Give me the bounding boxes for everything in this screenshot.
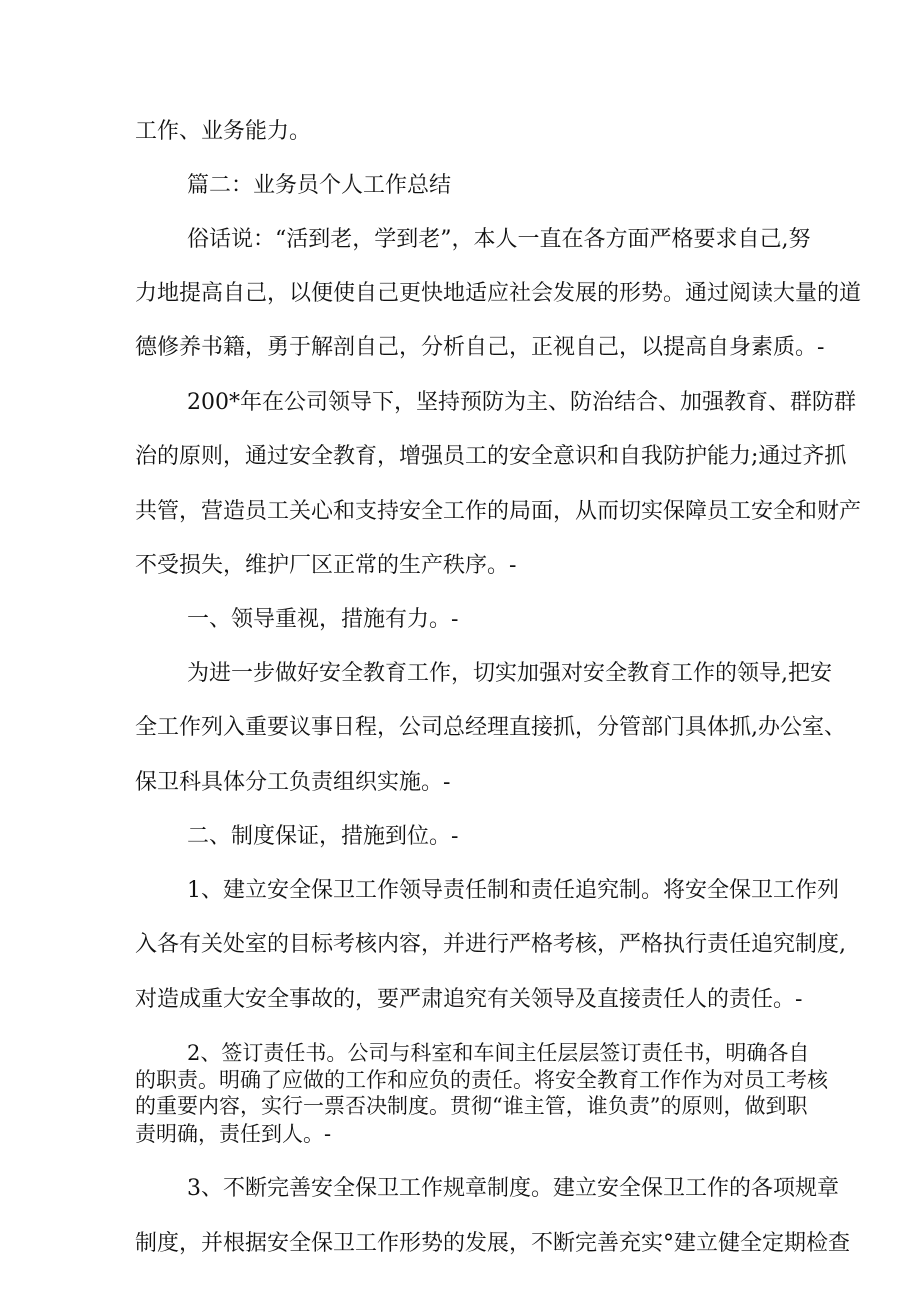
text-line: 的重要内容，实行一票否决制度。贯彻“谁主管，谁负责”的原则，做到职 [135, 1094, 808, 1118]
text-line: 责明确，责任到人。- [135, 1122, 332, 1146]
text-line: 200*年在公司领导下，坚持预防为主、防治结合、加强教育、群防群 [187, 390, 856, 415]
text-line: 工作、业务能力。 [135, 119, 312, 144]
text-line: 3、不断完善安全保卫工作规章制度。建立安全保卫工作的各项规章 [187, 1176, 839, 1201]
text-line: 力地提高自己，以便使自己更快地适应社会发展的形势。通过阅读大量的道 [135, 281, 862, 306]
section-heading: 一、领导重视，措施有力。- [187, 607, 459, 632]
section-heading: 篇二：业务员个人工作总结 [187, 173, 452, 198]
text-line: 治的原则，通过安全教育，增强员工的安全意识和自我防护能力;通过齐抓 [135, 444, 847, 469]
section-heading: 二、制度保证，措施到位。- [187, 824, 459, 849]
text-line: 制度，并根据安全保卫工作形势的发展，不断完善充实°建立健全定期检查 [135, 1231, 851, 1256]
text-line: 1、建立安全保卫工作领导责任制和责任追究制。将安全保卫工作列 [187, 878, 839, 903]
text-line: 全工作列入重要议事日程，公司总经理直接抓，分管部门具体抓,办公室、 [135, 715, 846, 740]
text-line: 2、签订责任书。公司与科室和车间主任层层签订责任书，明确各自 [187, 1041, 810, 1065]
text-line: 对造成重大安全事故的，要严肃追究有关领导及直接责任人的责任。- [135, 987, 803, 1012]
text-line: 的职责。明确了应做的工作和应负的责任。将安全教育工作作为对员工考核 [135, 1068, 828, 1092]
text-line: 俗话说：“活到老，学到老”，本人一直在各方面严格要求自己,努 [187, 227, 811, 252]
text-line: 不受损失，维护厂区正常的生产秩序。- [135, 553, 517, 578]
text-line: 保卫科具体分工负责组织实施。- [135, 770, 451, 795]
text-line: 为进一步做好安全教育工作，切实加强对安全教育工作的领导,把安 [187, 661, 832, 686]
text-line: 入各有关处室的目标考核内容，并进行严格考核，严格执行责任追究制度, [135, 932, 846, 957]
text-line: 共管，营造员工关心和支持安全工作的局面，从而切实保障员工安全和财产 [135, 499, 862, 524]
text-line: 德修养书籍，勇于解剖自己，分析自己，正视自己，以提高自身素质。- [135, 335, 825, 360]
